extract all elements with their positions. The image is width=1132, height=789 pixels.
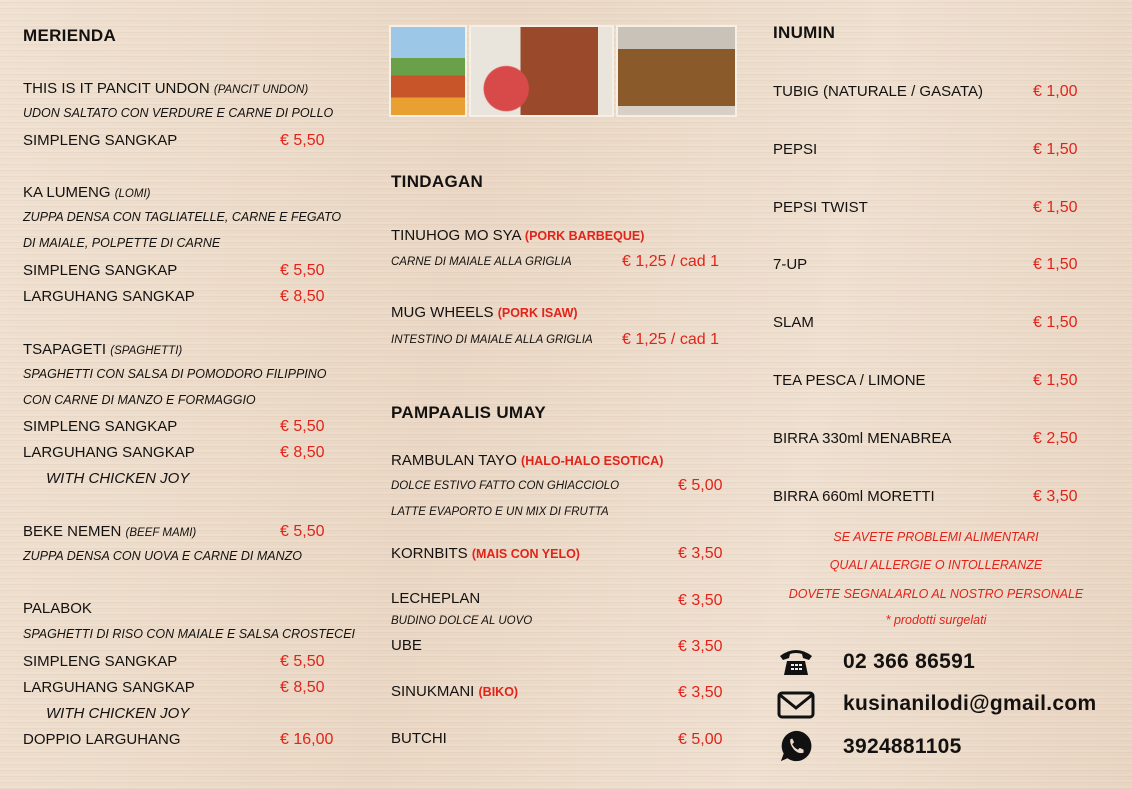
item-alt: (HALO-HALO ESOTICA): [521, 454, 664, 468]
option-note: WITH CHICKEN JOY: [46, 470, 190, 487]
item-palabok: PALABOK: [23, 600, 92, 617]
option-label: LARGUHANG SANGKAP: [23, 679, 195, 696]
price: € 1,25 / cad 1: [622, 253, 719, 270]
price: € 5,50: [280, 262, 325, 279]
price: € 5,50: [280, 418, 325, 435]
item-name: KORNBITS: [391, 545, 468, 562]
option-label: SIMPLENG SANGKAP: [23, 653, 178, 670]
item-name: KA LUMENG: [23, 184, 111, 201]
item-mami: [23, 523, 196, 542]
item-alt: (BIKO): [478, 685, 519, 699]
allergy-note: QUALI ALLERGIE O INTOLLERANZE: [829, 558, 1043, 572]
option-label: LARGUHANG SANGKAP: [23, 444, 195, 461]
item-alt: (LOMI): [114, 188, 151, 200]
item-bbq: [391, 227, 644, 245]
option-label: DOPPIO LARGUHANG: [23, 731, 181, 748]
drink-name: PEPSI: [773, 141, 818, 158]
drink-name: SLAM: [773, 314, 814, 331]
drink-price: € 1,50: [1033, 256, 1078, 273]
item-ube: UBE: [391, 637, 422, 654]
section-title-inumin: INUMIN: [773, 23, 836, 42]
price: € 5,50: [280, 523, 325, 540]
item-alt: (BEEF MAMI): [125, 527, 197, 539]
allergy-note: SE AVETE PROBLEMI ALIMENTARI: [833, 530, 1039, 544]
item-butchi: BUTCHI: [391, 730, 447, 747]
price: € 3,50: [678, 592, 723, 609]
item-name: RAMBULAN TAYO: [391, 452, 517, 469]
food-photo-bbq-drink: [389, 25, 467, 117]
allergy-note: DOVETE SEGNALARLO AL NOSTRO PERSONALE: [788, 587, 1084, 601]
item-desc: BUDINO DOLCE AL UOVO: [391, 615, 533, 627]
price: € 16,00: [280, 731, 334, 748]
price: € 5,50: [280, 132, 325, 149]
item-name: BEKE NEMEN: [23, 523, 122, 540]
option-label: SIMPLENG SANGKAP: [23, 418, 178, 435]
drink-price: € 1,00: [1033, 83, 1078, 100]
item-isaw: [391, 304, 578, 322]
drink-price: € 1,50: [1033, 141, 1078, 158]
item-desc: CON CARNE DI MANZO E FORMAGGIO: [23, 393, 256, 407]
phone-number[interactable]: 02 366 86591: [843, 650, 976, 673]
item-alt: (MAIS CON YELO): [471, 547, 580, 561]
item-name: TINUHOG MO SYA: [391, 227, 521, 244]
item-desc: DOLCE ESTIVO FATTO CON GHIACCIOLO: [391, 480, 620, 492]
price: € 8,50: [280, 679, 325, 696]
item-lomi: [23, 184, 150, 203]
email-address[interactable]: kusinanilodi@gmail.com: [843, 692, 1097, 715]
item-desc: SPAGHETTI CON SALSA DI POMODORO FILIPPINO: [23, 367, 327, 381]
item-desc: INTESTINO DI MAIALE ALLA GRIGLIA: [391, 334, 593, 346]
section-title-merienda: MERIENDA: [23, 26, 117, 45]
item-halo-halo: [391, 452, 663, 470]
item-desc: CARNE DI MAIALE ALLA GRIGLIA: [391, 256, 572, 268]
drink-name: PEPSI TWIST: [773, 199, 868, 216]
item-alt: (PANCIT UNDON): [213, 84, 309, 96]
email-icon: [777, 688, 815, 722]
item-desc: LATTE EVAPORTO E UN MIX DI FRUTTA: [391, 506, 609, 518]
price: € 8,50: [280, 444, 325, 461]
drink-name: TUBIG (NATURALE / GASATA): [773, 83, 984, 100]
telephone-icon: [777, 644, 815, 678]
section-title-tindagan: TINDAGAN: [391, 172, 484, 191]
price: € 8,50: [280, 288, 325, 305]
price: € 3,50: [678, 684, 723, 701]
item-desc: DI MAIALE, POLPETTE DI CARNE: [23, 236, 221, 250]
price: € 5,00: [678, 477, 723, 494]
drink-price: € 1,50: [1033, 199, 1078, 216]
food-photo-tray: [616, 25, 737, 117]
item-biko: [391, 683, 518, 701]
item-desc: ZUPPA DENSA CON TAGLIATELLE, CARNE E FEGATO: [23, 210, 342, 224]
price: € 5,50: [280, 653, 325, 670]
option-label: SIMPLENG SANGKAP: [23, 132, 178, 149]
drink-price: € 1,50: [1033, 314, 1078, 331]
item-name: SINUKMANI: [391, 683, 475, 700]
item-pancit: [23, 80, 308, 99]
item-kornbits: [391, 545, 580, 563]
item-name: TSAPAGETI: [23, 341, 107, 358]
item-alt: (PORK BARBEQUE): [524, 229, 645, 243]
drink-price: € 3,50: [1033, 488, 1078, 505]
option-label: SIMPLENG SANGKAP: [23, 262, 178, 279]
item-desc: ZUPPA DENSA CON UOVA E CARNE DI MANZO: [23, 549, 302, 563]
item-desc: UDON SALTATO CON VERDURE E CARNE DI POLLO: [23, 106, 334, 120]
price: € 3,50: [678, 638, 723, 655]
option-label: LARGUHANG SANGKAP: [23, 288, 195, 305]
item-lecheplan: LECHEPLAN: [391, 590, 481, 607]
price: € 1,25 / cad 1: [622, 331, 719, 348]
item-name: THIS IS IT PANCIT UNDON: [23, 80, 210, 97]
whatsapp-number[interactable]: 3924881105: [843, 735, 962, 758]
price: € 5,00: [678, 731, 723, 748]
drink-name: BIRRA 330ml MENABREA: [773, 430, 952, 447]
option-note: WITH CHICKEN JOY: [46, 705, 190, 722]
item-alt: (PORK ISAW): [497, 306, 578, 320]
drink-price: € 1,50: [1033, 372, 1078, 389]
drink-name: 7-UP: [773, 256, 808, 273]
item-name: MUG WHEELS: [391, 304, 494, 321]
item-desc: SPAGHETTI DI RISO CON MAIALE E SALSA CROSTECEI: [23, 627, 356, 641]
food-photo-skewers: [469, 25, 614, 117]
frozen-note: * prodotti surgelati: [885, 613, 987, 627]
section-title-pampaalis: PAMPAALIS UMAY: [391, 403, 547, 422]
drink-name: TEA PESCA / LIMONE: [773, 372, 926, 389]
drink-price: € 2,50: [1033, 430, 1078, 447]
drink-name: BIRRA 660ml MORETTI: [773, 488, 935, 505]
price: € 3,50: [678, 545, 723, 562]
item-spaghetti: [23, 341, 182, 360]
whatsapp-icon: [777, 729, 815, 763]
item-alt: (SPAGHETTI): [110, 345, 183, 357]
